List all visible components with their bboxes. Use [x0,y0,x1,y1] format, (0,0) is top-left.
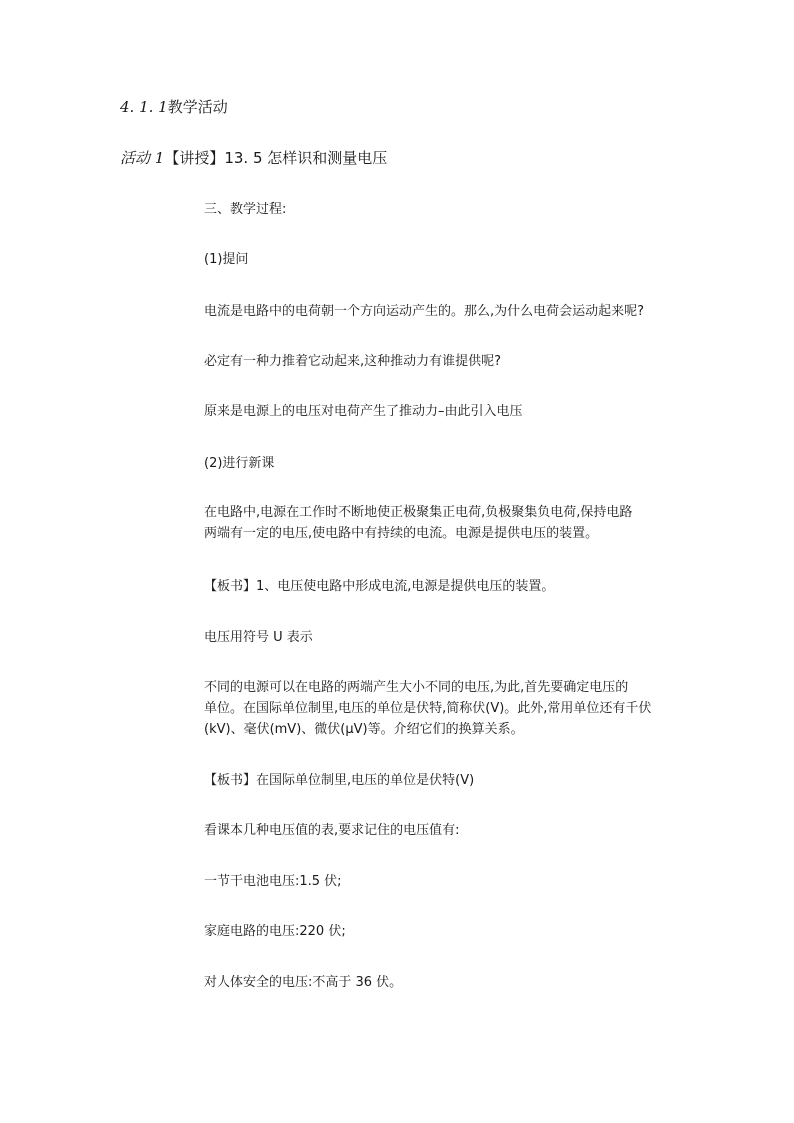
paragraph-line: 电流是电路中的电荷朝一个方向运动产生的。那么,为什么电荷会运动起来呢? [204,304,645,319]
paragraph [204,871,674,892]
paragraph [204,351,674,372]
paragraph-line: 单位。在国际单位制里,电压的单位是伏特,简称伏(V)。此外,常用单位还有千伏 [204,701,652,716]
activity-label: 活动 1 [120,149,165,167]
paragraph-line: 三、教学过程: [204,202,287,217]
paragraph [204,576,674,597]
paragraph-line: 【板书】在国际单位制里,电压的单位是伏特(V) [204,773,475,788]
paragraph [204,453,674,474]
paragraph [204,972,674,993]
activity-heading [120,147,387,169]
paragraph-line: 必定有一种力推着它动起来,这种推动力有谁提供呢? [204,354,502,369]
paragraph-line: 看课本几种电压值的表,要求记住的电压值有: [204,823,460,838]
paragraph-line: (kV)、毫伏(mV)、微伏(μV)等。介绍它们的换算关系。 [204,722,524,737]
activity-tag: 【讲授】 [164,149,225,167]
paragraph-line: 在电路中,电源在工作时不断地使正极聚集正电荷,负极聚集负电荷,保持电路 [204,505,633,520]
paragraph-line: 家庭电路的电压:220 伏; [204,924,346,939]
paragraph-line: 【板书】1、电压使电路中形成电流,电源是提供电压的装置。 [204,579,555,594]
paragraph [204,401,674,422]
section-number: 4. 1. 1 [120,98,168,116]
paragraph-line: (1)提问 [204,252,249,267]
paragraph [204,677,674,740]
paragraph [204,249,674,270]
paragraph-line: 两端有一定的电压,使电路中有持续的电流。电源是提供电压的装置。 [204,526,599,541]
paragraph [204,820,674,841]
paragraph-line: 不同的电源可以在电路的两端产生大小不同的电压,为此,首先要确定电压的 [204,680,629,695]
paragraph [204,921,674,942]
paragraph [204,502,674,544]
section-heading [120,96,228,118]
paragraph [204,301,674,322]
paragraph-line: 对人体安全的电压:不高于 36 伏。 [204,975,403,990]
paragraph [204,199,674,220]
paragraph-line: (2)进行新课 [204,456,275,471]
paragraph-line: 原来是电源上的电压对电荷产生了推动力–由此引入电压 [204,404,523,419]
paragraph-line: 一节干电池电压:1.5 伏; [204,874,342,889]
section-title: 教学活动 [167,98,228,116]
paragraph [204,627,674,648]
paragraph [204,770,674,791]
activity-title: 13. 5 怎样识和测量电压 [224,149,388,167]
paragraph-line: 电压用符号 U 表示 [204,630,313,645]
